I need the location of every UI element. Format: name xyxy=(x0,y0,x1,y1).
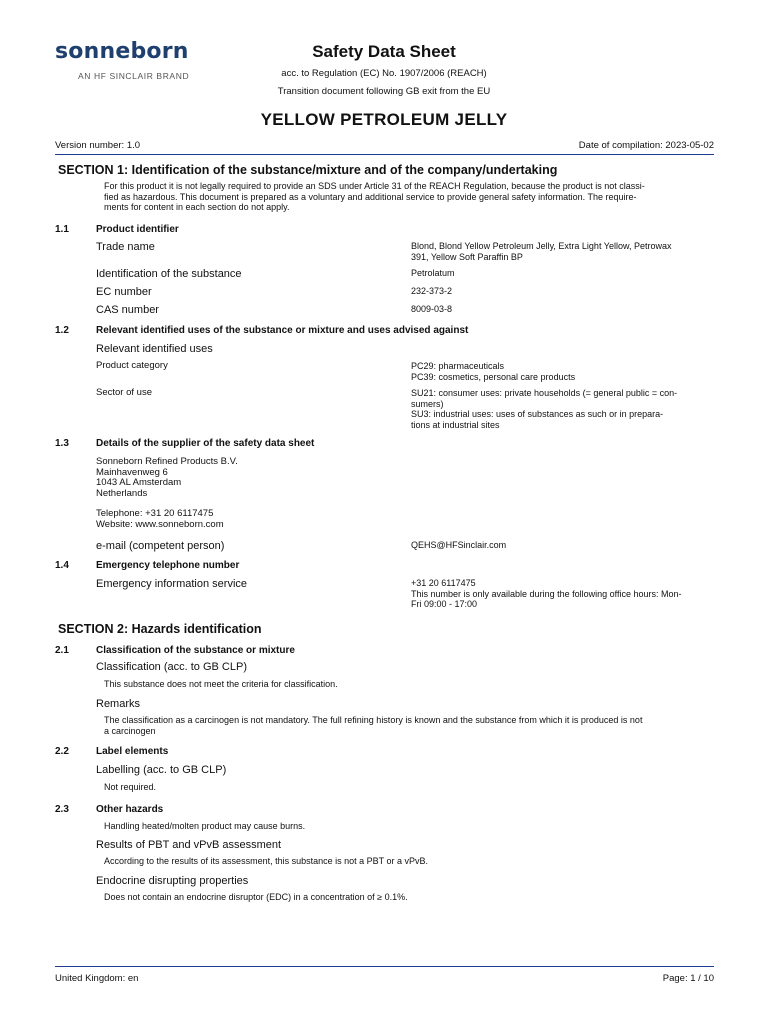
classification-text: This substance does not meet the criteria for classification. xyxy=(104,679,338,689)
email-label: e-mail (competent person) xyxy=(96,540,225,552)
intro-line: fied as hazardous. This document is prepared as a voluntary and additional service to provide general safety information. The require- xyxy=(104,191,637,202)
subsection-number: 1.1 xyxy=(55,224,69,235)
value-line: This number is only available during the following office hours: Mon- xyxy=(411,588,682,599)
pbt-assessment-text: According to the results of its assessment, this substance is not a PBT or a vPvB. xyxy=(104,856,428,866)
remarks-line: a carcinogen xyxy=(104,725,156,736)
value-line: SU3: industrial uses: uses of substances as such or in prepara- xyxy=(411,409,664,419)
address-line: Mainhavenweg 6 xyxy=(96,466,168,478)
footer-divider xyxy=(55,966,714,967)
subsection-title: Classification of the substance or mixture xyxy=(96,645,295,656)
value-line: Fri 09:00 - 17:00 xyxy=(411,599,478,609)
supplier-address xyxy=(96,457,238,499)
subsection-title: Relevant identified uses of the substance or mixture and uses advised against xyxy=(96,325,469,336)
value-line: SU21: consumer uses: private households (= general public = con- xyxy=(411,388,678,398)
classification-label: Classification (acc. to GB CLP) xyxy=(96,661,247,673)
subsection-number: 1.4 xyxy=(55,560,69,571)
address-line: 1043 AL Amsterdam xyxy=(96,477,182,488)
email-value[interactable]: QEHS@HFSinclair.com xyxy=(411,540,507,550)
emergency-service-values xyxy=(411,578,716,610)
sector-of-use-values xyxy=(411,388,716,430)
value-line: tions at industrial sites xyxy=(411,419,500,430)
subsection-title: Emergency telephone number xyxy=(96,560,240,571)
labelling-label: Labelling (acc. to GB CLP) xyxy=(96,764,227,776)
labelling-text: Not required. xyxy=(104,782,157,792)
compilation-date: Date of compilation: 2023-05-02 xyxy=(578,140,714,151)
subsection-title: Product identifier xyxy=(96,224,179,235)
intro-line: For this product it is not legally required to provide an SDS under Article 31 of the REACH Regulation, because the product is not classi- xyxy=(104,181,645,191)
address-line: Sonneborn Refined Products B.V. xyxy=(96,456,238,467)
endocrine-text: Does not contain an endocrine disruptor (EDC) in a concentration of ≥ 0.1%. xyxy=(104,892,408,902)
sector-of-use-label: Sector of use xyxy=(96,387,152,398)
section-2-heading: SECTION 2: Hazards identification xyxy=(58,622,262,636)
remarks-line: The classification as a carcinogen is not mandatory. The full refining history is known and the substance from which it is produced is not xyxy=(104,715,643,725)
substance-label: Identification of the substance xyxy=(96,268,242,280)
section-1-intro xyxy=(104,181,714,213)
subsection-title: Label elements xyxy=(96,746,169,757)
ec-number-value: 232-373-2 xyxy=(411,286,453,296)
product-name: YELLOW PETROLEUM JELLY xyxy=(260,110,508,129)
subsection-title: Details of the supplier of the safety data sheet xyxy=(96,438,315,449)
substance-value: Petrolatum xyxy=(411,268,455,278)
cas-number-value: 8009-03-8 xyxy=(411,304,453,314)
other-hazard-text: Handling heated/molten product may cause burns. xyxy=(104,821,306,831)
subsection-number: 2.1 xyxy=(55,645,69,656)
value-line: Blond, Blond Yellow Petroleum Jelly, Extra Light Yellow, Petrowax xyxy=(411,241,672,251)
ec-number-label: EC number xyxy=(96,286,152,298)
product-category-values xyxy=(411,361,716,382)
subsection-number: 2.3 xyxy=(55,804,69,815)
value-line: PC29: pharmaceuticals xyxy=(411,361,505,371)
emergency-service-label: Emergency information service xyxy=(96,578,248,590)
trade-name-value xyxy=(411,241,716,262)
identified-uses-label: Relevant identified uses xyxy=(96,343,213,355)
section-1-heading: SECTION 1: Identification of the substance/mixture and of the company/undertaking xyxy=(58,163,558,177)
subsection-title: Other hazards xyxy=(96,804,164,815)
remarks-label: Remarks xyxy=(96,698,141,710)
website-link[interactable]: Website: www.sonneborn.com xyxy=(96,518,224,530)
page-number: Page: 1 / 10 xyxy=(662,973,714,984)
subsection-number: 1.3 xyxy=(55,438,69,449)
address-line: Netherlands xyxy=(96,487,148,499)
document-title: Safety Data Sheet xyxy=(312,42,456,61)
intro-line: ments for content in each section do not apply. xyxy=(104,202,290,212)
pbt-assessment-label: Results of PBT and vPvB assessment xyxy=(96,839,282,851)
version-number: Version number: 1.0 xyxy=(55,140,141,151)
endocrine-label: Endocrine disrupting properties xyxy=(96,875,249,887)
telephone: Telephone: +31 20 6117475 xyxy=(96,508,214,519)
regulation-line: acc. to Regulation (EC) No. 1907/2006 (REACH) xyxy=(281,68,487,79)
value-line: 391, Yellow Soft Paraffin BP xyxy=(411,251,523,262)
remarks-text xyxy=(104,715,714,736)
cas-number-label: CAS number xyxy=(96,304,159,316)
subsection-number: 1.2 xyxy=(55,325,69,336)
trade-name-label: Trade name xyxy=(96,241,155,253)
logo-wordmark: sonneborn xyxy=(55,39,189,64)
transition-line: Transition document following GB exit from the EU xyxy=(277,86,491,97)
subsection-number: 2.2 xyxy=(55,746,69,757)
footer-locale: United Kingdom: en xyxy=(55,973,139,984)
logo-tagline: AN HF SINCLAIR BRAND xyxy=(78,71,190,81)
product-category-label: Product category xyxy=(96,360,168,371)
header-divider xyxy=(55,154,714,155)
value-line: sumers) xyxy=(411,398,444,409)
value-line: PC39: cosmetics, personal care products xyxy=(411,371,576,382)
value-line: +31 20 6117475 xyxy=(411,578,476,588)
supplier-contact xyxy=(96,509,224,530)
